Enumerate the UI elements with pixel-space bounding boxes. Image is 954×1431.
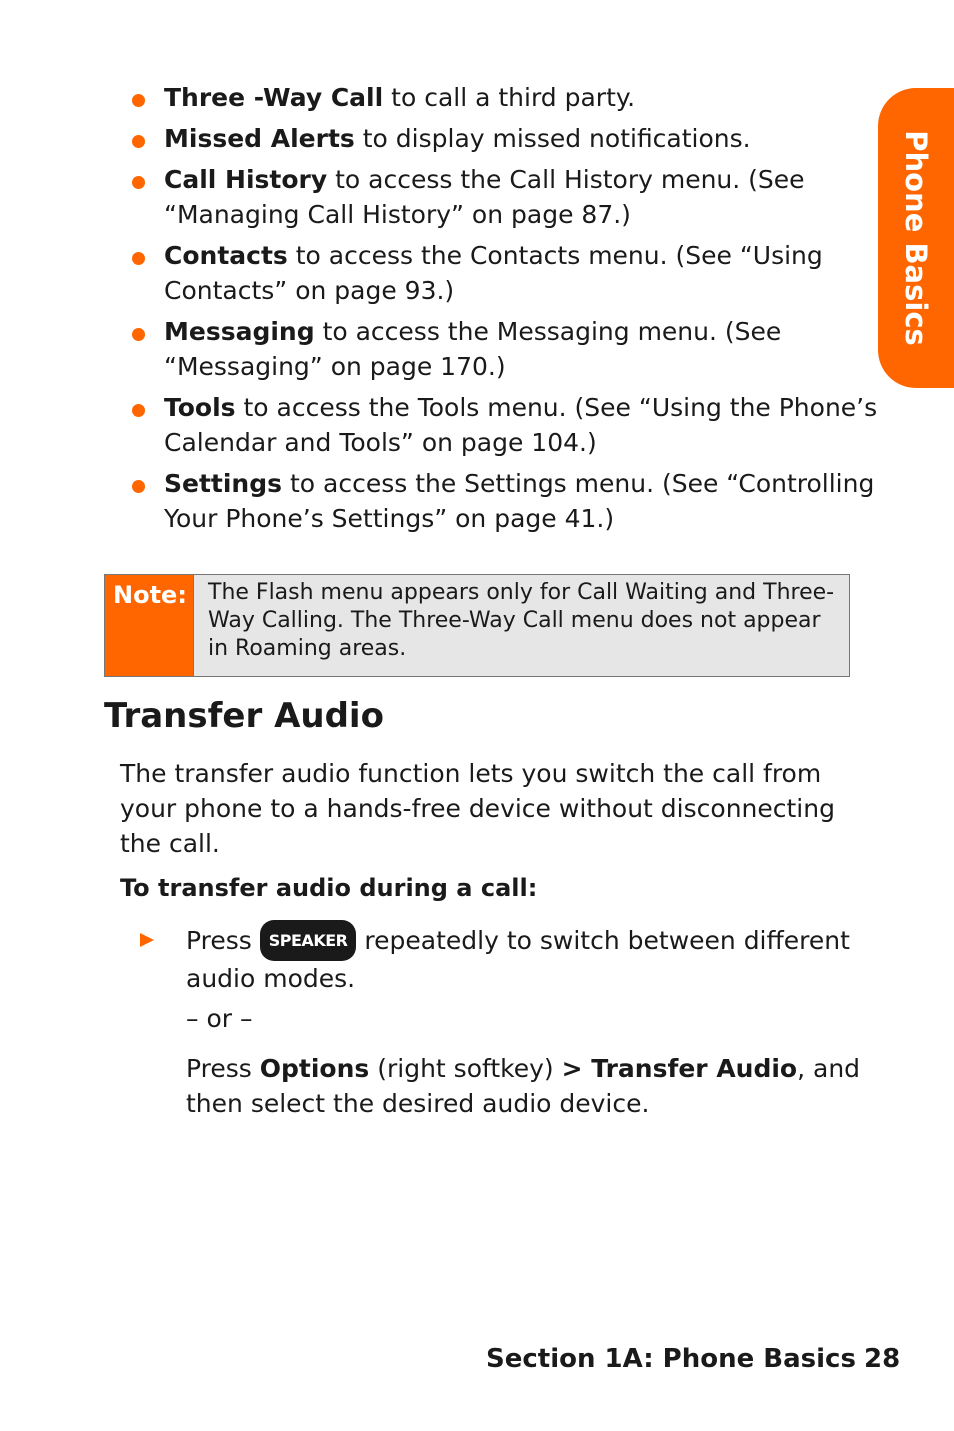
note-box xyxy=(104,574,850,677)
flash-menu-options-list xyxy=(0,80,880,542)
step-2-pre: Press xyxy=(186,1054,260,1083)
option-description: to access the Messaging menu. (See “Messaging” on page 170.) xyxy=(164,317,782,381)
option-term: Three -Way Call xyxy=(164,83,384,112)
section-paragraph: The transfer audio function lets you switch the call from your phone to a hands-free device without disconnecting the call. xyxy=(120,759,835,858)
list-item xyxy=(0,162,880,232)
option-description: to access the Tools menu. (See “Using the Phone’s Calendar and Tools” on page 104.) xyxy=(164,393,878,457)
procedure-heading: To transfer audio during a call: xyxy=(120,874,538,902)
step-2-post: , and then select the desired audio device. xyxy=(186,1054,861,1118)
option-description: to access the Settings menu. (See “Controlling Your Phone’s Settings” on page 41.) xyxy=(164,469,875,533)
list-item xyxy=(0,238,880,308)
step-2-mid: (right softkey) xyxy=(369,1054,562,1083)
step-1-pre: Press xyxy=(186,926,260,955)
step-1-post: repeatedly to switch between different audio modes. xyxy=(186,926,850,993)
options-softkey-label: Options xyxy=(259,1054,370,1083)
bullet-icon xyxy=(132,135,145,148)
option-description: to display missed notifications. xyxy=(354,124,751,153)
option-term: Messaging xyxy=(164,317,315,346)
bullet-icon xyxy=(132,94,145,107)
note-label: Note: xyxy=(105,575,194,676)
or-separator: – or – xyxy=(186,1004,253,1033)
list-item xyxy=(0,80,880,115)
option-description: to call a third party. xyxy=(383,83,636,112)
option-term: Settings xyxy=(164,469,283,498)
speaker-key-icon: SPEAKER xyxy=(260,920,357,961)
menu-path: > Transfer Audio xyxy=(561,1054,798,1083)
bullet-icon xyxy=(132,480,145,493)
step-1 xyxy=(186,920,876,996)
bullet-icon xyxy=(132,328,145,341)
bullet-icon xyxy=(132,176,145,189)
list-item xyxy=(0,314,880,384)
section-heading: Transfer Audio xyxy=(104,696,384,736)
list-item xyxy=(0,121,880,156)
option-term: Tools xyxy=(164,393,236,422)
footer-section-title: Section 1A: Phone Basics xyxy=(486,1344,856,1374)
list-item xyxy=(0,466,880,536)
option-description: to access the Contacts menu. (See “Using Contacts” on page 93.) xyxy=(164,241,823,305)
list-item xyxy=(0,390,880,460)
step-2 xyxy=(186,1051,876,1121)
bullet-icon xyxy=(132,404,145,417)
page-number: 28 xyxy=(864,1344,901,1374)
option-term: Contacts xyxy=(164,241,288,270)
option-term: Call History xyxy=(164,165,328,194)
bullet-icon xyxy=(132,252,145,265)
option-description: to access the Call History menu. (See “Managing Call History” on page 87.) xyxy=(164,165,805,229)
option-term: Missed Alerts xyxy=(164,124,355,153)
section-side-tab xyxy=(878,88,954,388)
note-text: The Flash menu appears only for Call Waiting and Three-Way Calling. The Three-Way Call menu does not appear in Roaming areas. xyxy=(194,575,849,676)
step-arrow-icon xyxy=(140,933,154,947)
side-tab-label: Phone Basics xyxy=(899,130,933,346)
